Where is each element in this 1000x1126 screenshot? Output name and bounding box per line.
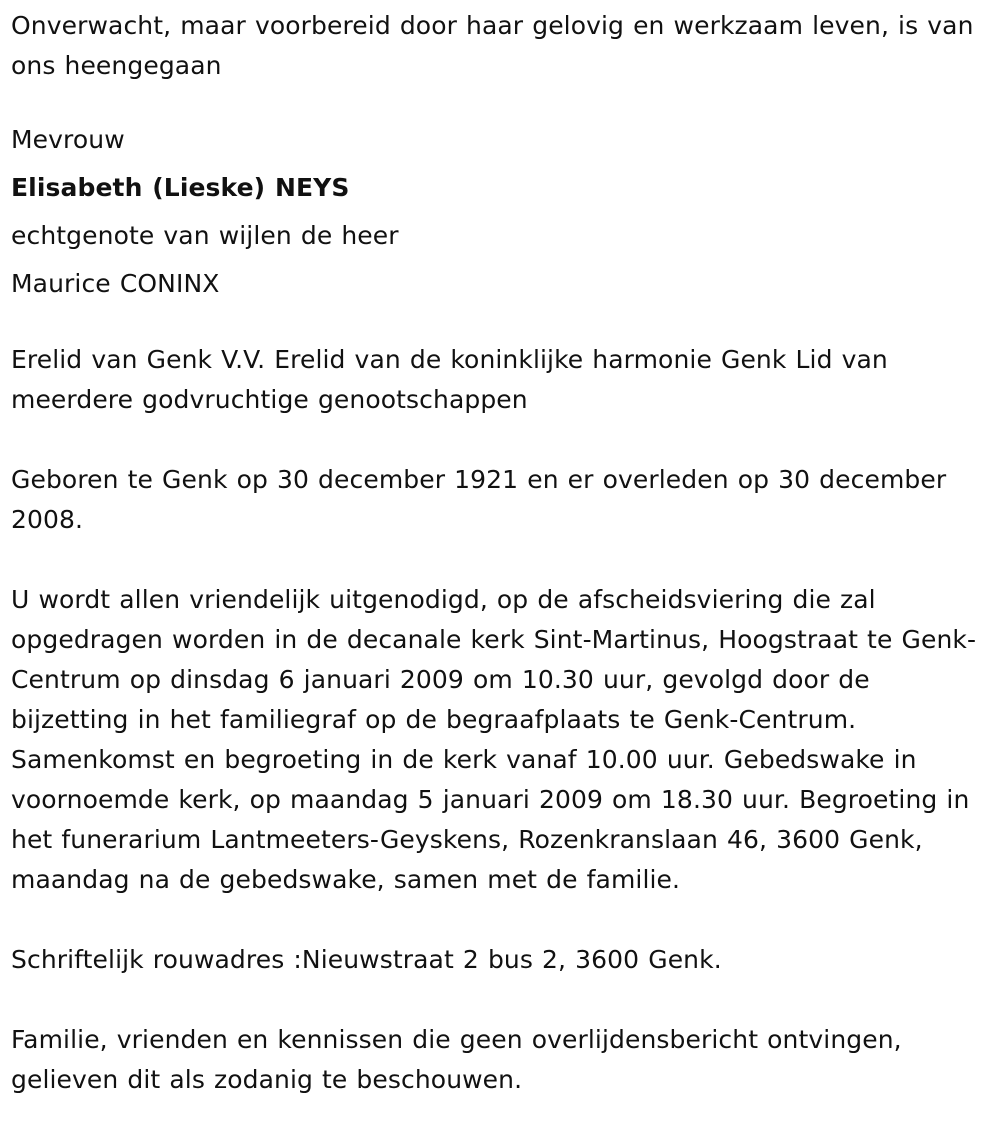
salutation: Mevrouw xyxy=(11,125,125,154)
address-paragraph: Schriftelijk rouwadres :Nieuwstraat 2 bus 2, 3600 Genk. xyxy=(11,945,722,974)
closing-paragraph: Familie, vrienden en kennissen die geen overlijdensbericht ontvingen, gelieven dit als zodanig te beschouwen. xyxy=(11,1025,902,1094)
deceased-block xyxy=(11,116,993,308)
relation-text: echtgenote van wijlen de heer xyxy=(11,221,399,250)
spouse-name: Maurice CONINX xyxy=(11,269,220,298)
obituary-notice xyxy=(11,6,993,1100)
ceremony-paragraph: U wordt allen vriendelijk uitgenodigd, op de afscheidsviering die zal opgedragen worden in de decanale kerk Sint-Martinus, Hoogstraat te Genk-Centrum op dinsdag 6 januari 2009 om 10.30 uur, gevolgd door de bijzetting in het familiegraf op de begraafplaats te Genk-Centrum. Samenkomst en begroeting in de kerk vanaf 10.00 uur. Gebedswake in voornoemde kerk, op maandag 5 januari 2009 om 18.30 uur. Begroeting in het funerarium Lantmeeters-Geyskens, Rozenkranslaan 46, 3600 Genk, maandag na de gebedswake, samen met de familie. xyxy=(11,585,977,894)
honors-paragraph: Erelid van Genk V.V. Erelid van de koninklijke harmonie Genk Lid van meerdere godvruchtige genootschappen xyxy=(11,345,888,414)
deceased-name: Elisabeth (Lieske) NEYS xyxy=(11,173,350,202)
intro-paragraph: Onverwacht, maar voorbereid door haar gelovig en werkzaam leven, is van ons heengegaan xyxy=(11,11,974,80)
birth-death-paragraph: Geboren te Genk op 30 december 1921 en er overleden op 30 december 2008. xyxy=(11,465,947,534)
